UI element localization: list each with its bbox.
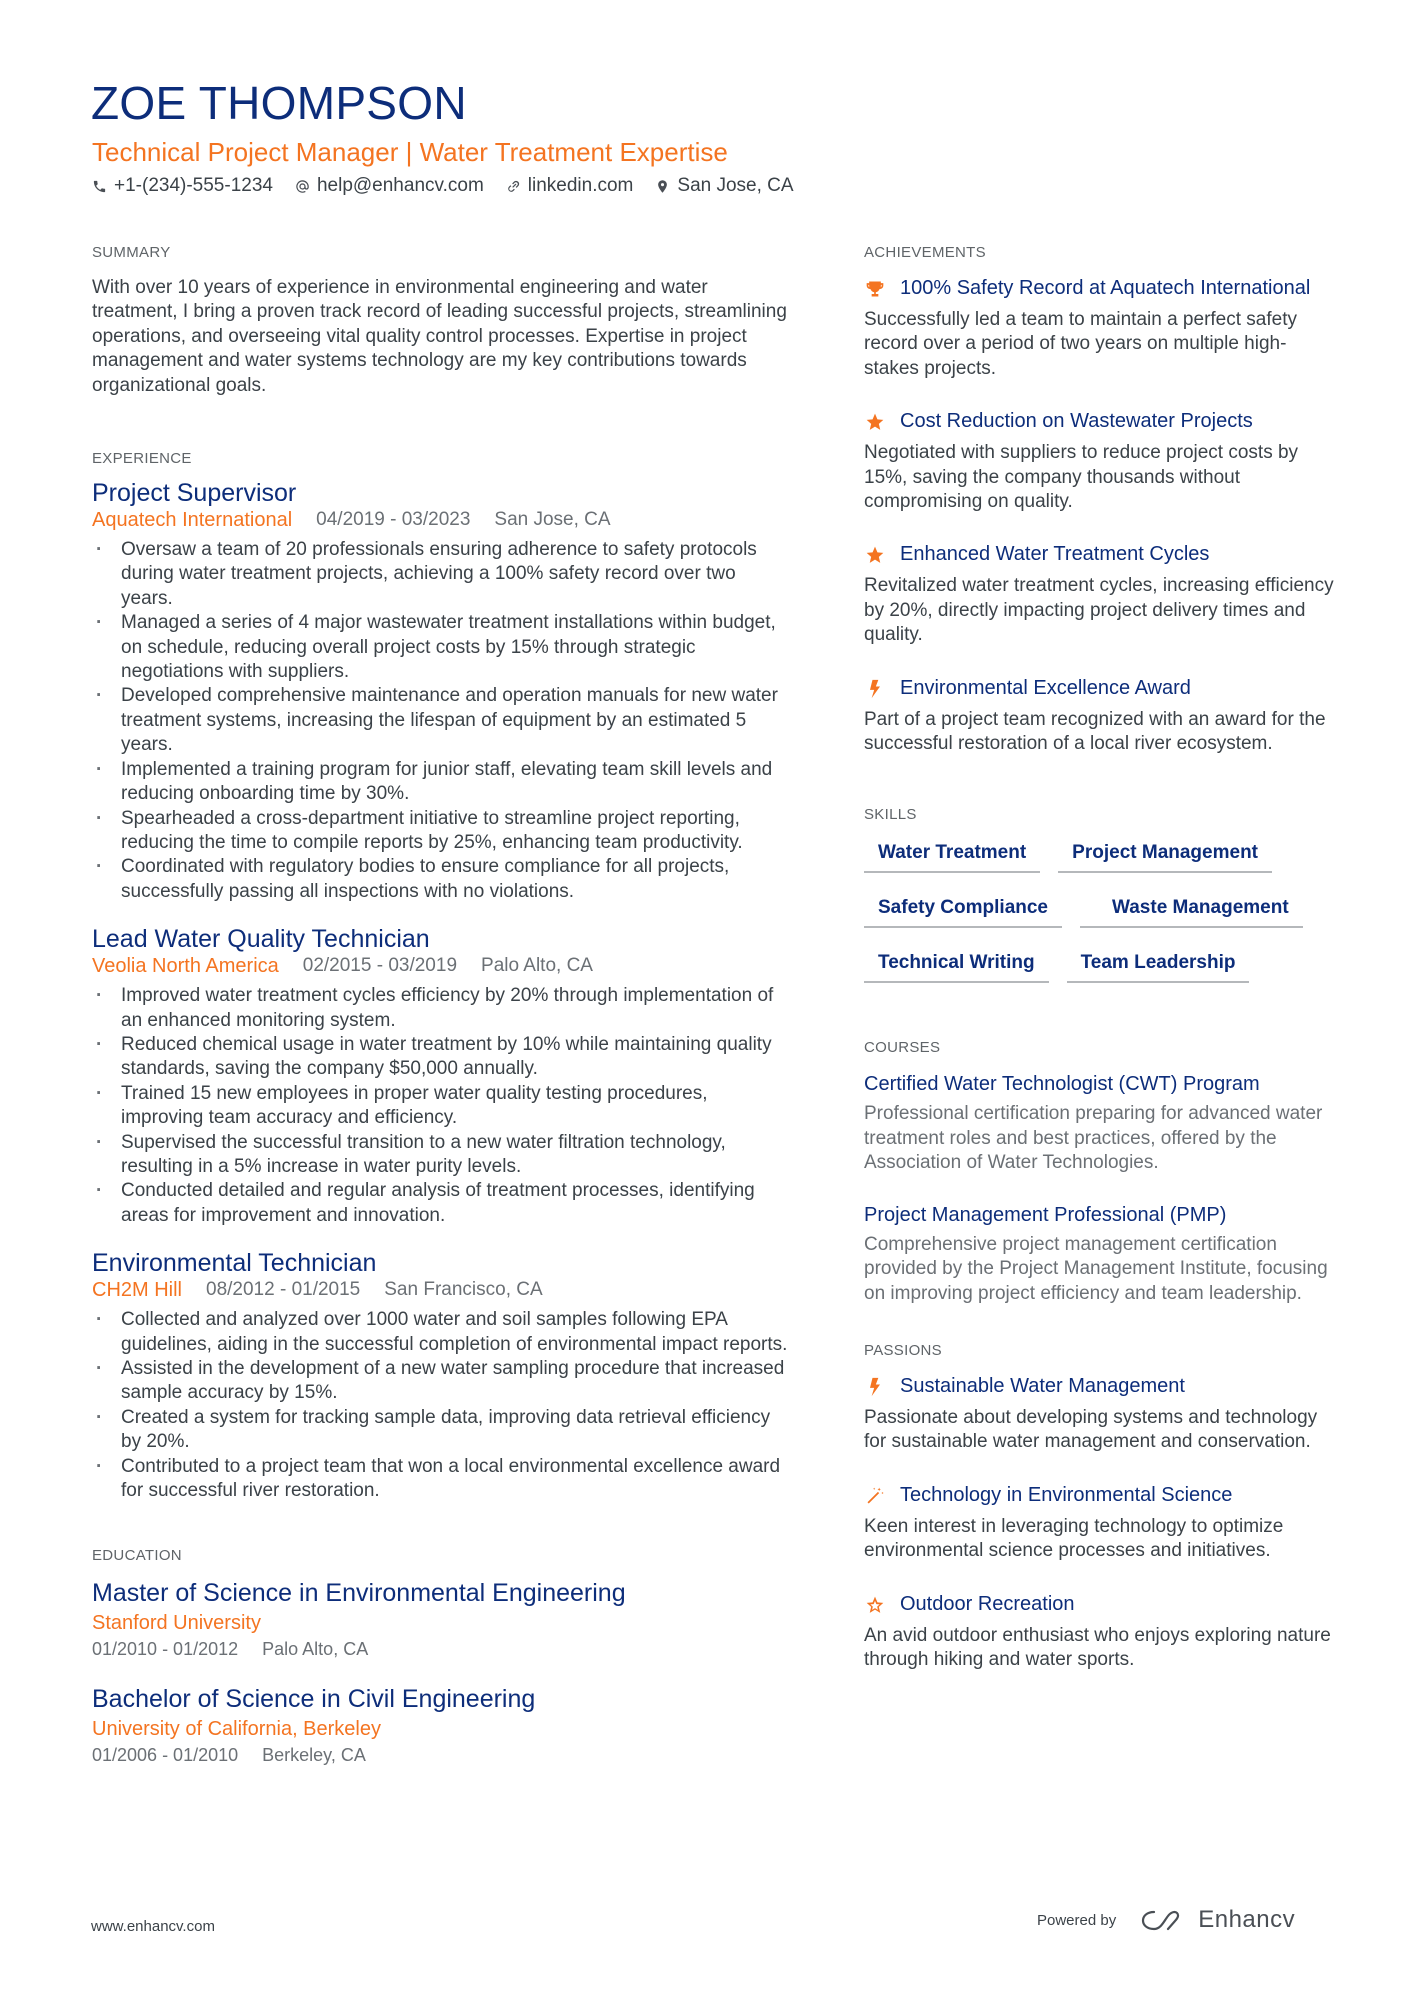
bullet: · Collected and analyzed over 1000 water and soil samples following EPA guidelines, aiding in the successful completion of environmental impact reports. [92,1308,792,1357]
experience-heading: EXPERIENCE [92,450,192,468]
contact-linkedin-text: linkedin.com [527,175,634,196]
job-meta [92,508,792,532]
bullet: · Oversaw a team of 20 professionals ensuring adherence to safety protocols during water treatment projects, achieving a 100% safety record over two years. [92,538,792,611]
education-heading: EDUCATION [92,1547,182,1565]
contact-email-text: help@enhancv.com [316,175,484,196]
bullet: · Supervised the successful transition to a new water filtration technology, resulting in a 5% increase in water purity levels. [92,1131,792,1180]
lightning-icon [864,1374,886,1400]
education-item [92,1577,792,1661]
footer-website-link[interactable]: www.enhancv.com [91,1918,215,1935]
job-title: Lead Water Quality Technician [92,925,430,954]
trophy-icon [864,276,886,302]
job-dates: 08/2012 - 01/2015 [206,1279,361,1301]
star-outline-icon [864,1592,886,1618]
passion-title: Sustainable Water Management [900,1374,1185,1397]
job-location: San Francisco, CA [384,1279,543,1301]
achievements-heading: ACHIEVEMENTS [864,244,986,261]
education-section [92,1547,792,1767]
skill-tag: Water Treatment [864,840,1040,873]
right-column [864,244,1334,1700]
job-bullets [92,984,792,1228]
course-title: Project Management Professional (PMP) [864,1203,1227,1226]
experience-item [92,1248,792,1503]
passion-title: Technology in Environmental Science [900,1483,1233,1506]
skill-tag: Safety Compliance [864,895,1062,928]
achievements-section [864,244,1334,756]
achievement-title: Environmental Excellence Award [900,676,1191,699]
skill-tag: Waste Management [1080,895,1303,928]
skills-heading: SKILLS [864,806,917,824]
job-meta [92,1278,792,1302]
course-desc: Professional certification preparing for advanced water treatment roles and best practices, offered by the Association of Water Technologies. [864,1103,1323,1174]
enhancv-logo[interactable] [1140,1906,1295,1934]
bullet: · Implemented a training program for junior staff, elevating team skill levels and reducing onboarding time by 30%. [92,758,792,807]
achievement-desc: Part of a project team recognized with an award for the successful restoration of a local river ecosystem. [864,708,1326,755]
bullet: · Managed a series of 4 major wastewater treatment installations within budget, on schedule, reducing overall project costs by 15% through strategic negotiations with suppliers. [92,611,792,684]
job-meta [92,954,792,978]
bullet: · Coordinated with regulatory bodies to ensure compliance for all projects, successfully passing all inspections with no violations. [92,855,792,904]
contact-phone-text: +1-(234)-555-1234 [114,175,273,196]
star-icon [864,542,886,568]
left-column [92,244,792,1789]
bullet: · Reduced chemical usage in water treatment by 10% while maintaining quality standards, saving the company $50,000 annually. [92,1033,792,1082]
summary-section [92,244,792,398]
job-location: Palo Alto, CA [481,955,593,977]
achievement-item [864,676,1334,757]
passion-desc: Keen interest in leveraging technology to optimize environmental science processes and initiatives. [864,1515,1284,1562]
experience-item [92,478,792,904]
school: University of California, Berkeley [92,1718,381,1741]
footer-branding [1037,1906,1295,1934]
bullet: · Developed comprehensive maintenance and operation manuals for new water treatment systems, increasing the lifespan of equipment by an estimated 5 years. [92,684,792,757]
achievement-item [864,276,1334,381]
achievement-desc: Revitalized water treatment cycles, increasing efficiency by 20%, directly impacting project delivery times and quality. [864,575,1334,646]
passion-item [864,1374,1334,1455]
contact-linkedin[interactable] [506,174,634,198]
job-location: San Jose, CA [494,509,611,531]
passion-title: Outdoor Recreation [900,1592,1075,1615]
passion-desc: Passionate about developing systems and technology for sustainable water management and conservation. [864,1406,1318,1453]
experience-section [92,450,792,1503]
course-item [864,1071,1334,1175]
magic-wand-icon [864,1483,886,1509]
degree: Master of Science in Environmental Engineering [92,1579,626,1608]
achievement-desc: Successfully led a team to maintain a perfect safety record over a period of two years on multiple high-stakes projects. [864,309,1297,379]
skill-tag: Technical Writing [864,950,1049,983]
passions-section [864,1342,1334,1672]
phone-icon [92,179,107,194]
bullet: · Trained 15 new employees in proper water quality testing procedures, improving team accuracy and efficiency. [92,1082,792,1131]
school: Stanford University [92,1612,261,1635]
bullet: · Improved water treatment cycles efficiency by 20% through implementation of an enhanced monitoring system. [92,984,792,1033]
contact-location [655,174,793,198]
job-bullets [92,1308,792,1503]
candidate-headline: Technical Project Manager | Water Treatment Expertise [92,137,728,167]
passion-item [864,1592,1334,1673]
bullet: · Assisted in the development of a new water sampling procedure that increased sample accuracy by 15%. [92,1357,792,1406]
education-dates: 01/2006 - 01/2010 [92,1745,239,1766]
passions-heading: PASSIONS [864,1341,942,1359]
bullet: · Created a system for tracking sample data, improving data retrieval efficiency by 20%. [92,1406,792,1455]
company-name: Veolia North America [92,955,279,978]
course-desc: Comprehensive project management certification provided by the Project Management Institute, focusing on improving project efficiency and team leadership. [864,1233,1328,1304]
education-location: Berkeley, CA [262,1745,366,1766]
skill-tag: Project Management [1058,840,1272,873]
candidate-name: ZOE THOMPSON [91,77,467,129]
degree: Bachelor of Science in Civil Engineering [92,1685,536,1714]
bullet: · Spearheaded a cross-department initiative to streamline project reporting, reducing the time to compile reports by 25%, enhancing team productivity. [92,807,792,856]
education-location: Palo Alto, CA [262,1639,369,1660]
achievement-item [864,542,1334,647]
education-dates: 01/2010 - 01/2012 [92,1639,239,1660]
job-title: Project Supervisor [92,479,297,508]
summary-text: With over 10 years of experience in environmental engineering and water treatment, I bring a proven track record of leading successful projects, streamlining operations, and overseeing vital quality control processes. Expertise in project management and water systems technology are my key contributions towards organizational goals. [92,277,787,396]
contact-list [92,174,794,198]
achievement-desc: Negotiated with suppliers to reduce project costs by 15%, saving the company thousands without compromising on quality. [864,442,1299,513]
company-name: Aquatech International [92,509,293,532]
at-icon [295,179,310,194]
passion-item [864,1483,1334,1564]
contact-location-text: San Jose, CA [677,175,794,196]
star-icon [864,409,886,435]
courses-heading: COURSES [864,1039,941,1057]
powered-by-label: Powered by [1037,1911,1117,1929]
bullet: · Contributed to a project team that won a local environmental excellence award for successful river restoration. [92,1455,792,1504]
bullet: · Conducted detailed and regular analysis of treatment processes, identifying areas for improvement and innovation. [92,1179,792,1228]
achievement-title: Enhanced Water Treatment Cycles [900,543,1210,566]
lightning-icon [864,676,886,702]
skills-section [864,806,1334,983]
course-item [864,1202,1334,1306]
job-title: Environmental Technician [92,1249,377,1278]
course-title: Certified Water Technologist (CWT) Program [864,1073,1260,1096]
education-meta [92,1637,792,1661]
enhancv-logo-icon [1140,1907,1188,1933]
courses-section [864,1039,1334,1305]
contact-phone [92,174,273,198]
company-name: CH2M Hill [92,1279,182,1302]
education-meta [92,1743,792,1767]
summary-heading: SUMMARY [92,244,171,261]
achievement-title: Cost Reduction on Wastewater Projects [900,410,1253,433]
location-pin-icon [655,179,670,194]
enhancv-brand-text: Enhancv [1198,1906,1296,1933]
job-bullets [92,538,792,904]
link-icon [506,179,521,194]
achievement-item [864,409,1334,514]
skills-list [864,840,1334,983]
skill-tag: Team Leadership [1067,950,1250,983]
job-dates: 04/2019 - 03/2023 [316,509,471,531]
experience-item [92,924,792,1228]
contact-email[interactable] [295,174,484,198]
education-item [92,1683,792,1767]
achievement-title: 100% Safety Record at Aquatech International [900,277,1311,299]
passion-desc: An avid outdoor enthusiast who enjoys exploring nature through hiking and water sports. [864,1624,1331,1670]
job-dates: 02/2015 - 03/2019 [302,955,458,977]
